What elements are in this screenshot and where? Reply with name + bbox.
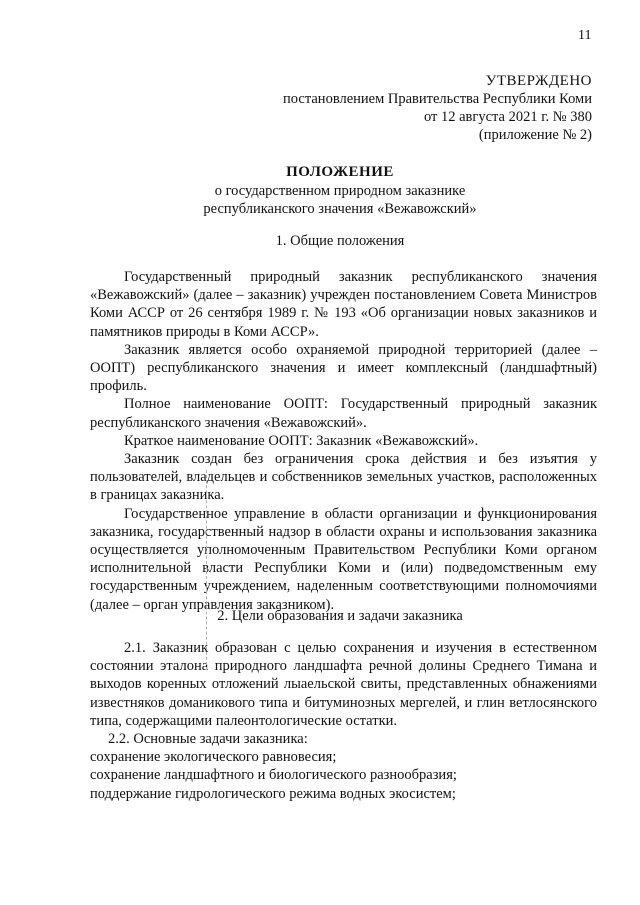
approval-block [132,72,592,144]
scan-fold-line [206,470,207,670]
approval-stamp: УТВЕРЖДЕНО [485,73,592,89]
paragraph: Государственное управление в области организации и функционирования заказника, государственный надзор в области охраны и использования заказника осуществляется уполномоченным Правительством Республики Коми органом исполнительной власти Республики Коми и (или) подведомственным ему государственным учреждением, наделенным соответствующими полномочиями (далее – орган управления заказником). [90,505,597,613]
paragraph: Государственный природный заказник республиканского значения «Вежавожский» (далее – заказник) учрежден постановлением Совета Министров Коми АССР от 26 сентября 1989 г. № 193 «Об организации новых заказников и памятников природы в Коми АССР». [90,269,597,340]
list-item: сохранение экологического равновесия; [90,749,337,766]
document-subtitle-1: о государственном природном заказнике [214,182,466,199]
section-2-body [90,639,597,730]
approval-line-2: от 12 августа 2021 г. № 380 [423,109,592,125]
section-2-heading: 2. Цели образования и задачи заказника [217,608,463,624]
approval-line-1: постановлением Правительства Республики Коми [283,91,592,107]
page-number: 11 [578,28,592,43]
paragraph: Заказник создан без ограничения срока действия и без изъятия у пользователей, владельцев и собственников земельных участков, расположенных в границах заказника. [90,451,597,504]
paragraph: Краткое наименование ООПТ: Заказник «Вежавожский». [124,432,479,449]
list-item: поддержание гидрологического режима водных экосистем; [90,785,456,802]
paragraph-2-2: 2.2. Основные задачи заказника: [108,731,308,747]
tasks-list [90,730,597,803]
section-1-body [90,268,597,614]
section-1-heading: 1. Общие положения [275,233,405,249]
paragraph: Заказник является особо охраняемой природной территорией (далее – ООПТ) республиканского значения и имеет комплексный (ландшафтный) профиль. [90,341,597,395]
document-subtitle-2: республиканского значения «Вежавожский» [203,201,477,217]
paragraph-2-1: 2.1. Заказник образован с целью сохранения и изучения в естественном состоянии эталона природного ландшафта речной долины Среднего Тимана и выходов коренных отложений лыаельской свиты, представленных обнажениями известняков доманикового типа и битуминозных мергелей, и глин ветлосянского типа, содержащими палеонтологические остатки. [90,640,597,729]
document-title: ПОЛОЖЕНИЕ [286,164,394,180]
paragraph: Полное наименование ООПТ: Государственный природный заказник республиканского значения «Вежавожский». [90,396,597,431]
approval-line-3: (приложение № 2) [478,127,592,143]
list-item: сохранение ландшафтного и биологического разнообразия; [90,767,457,784]
document-title-block [90,163,590,219]
